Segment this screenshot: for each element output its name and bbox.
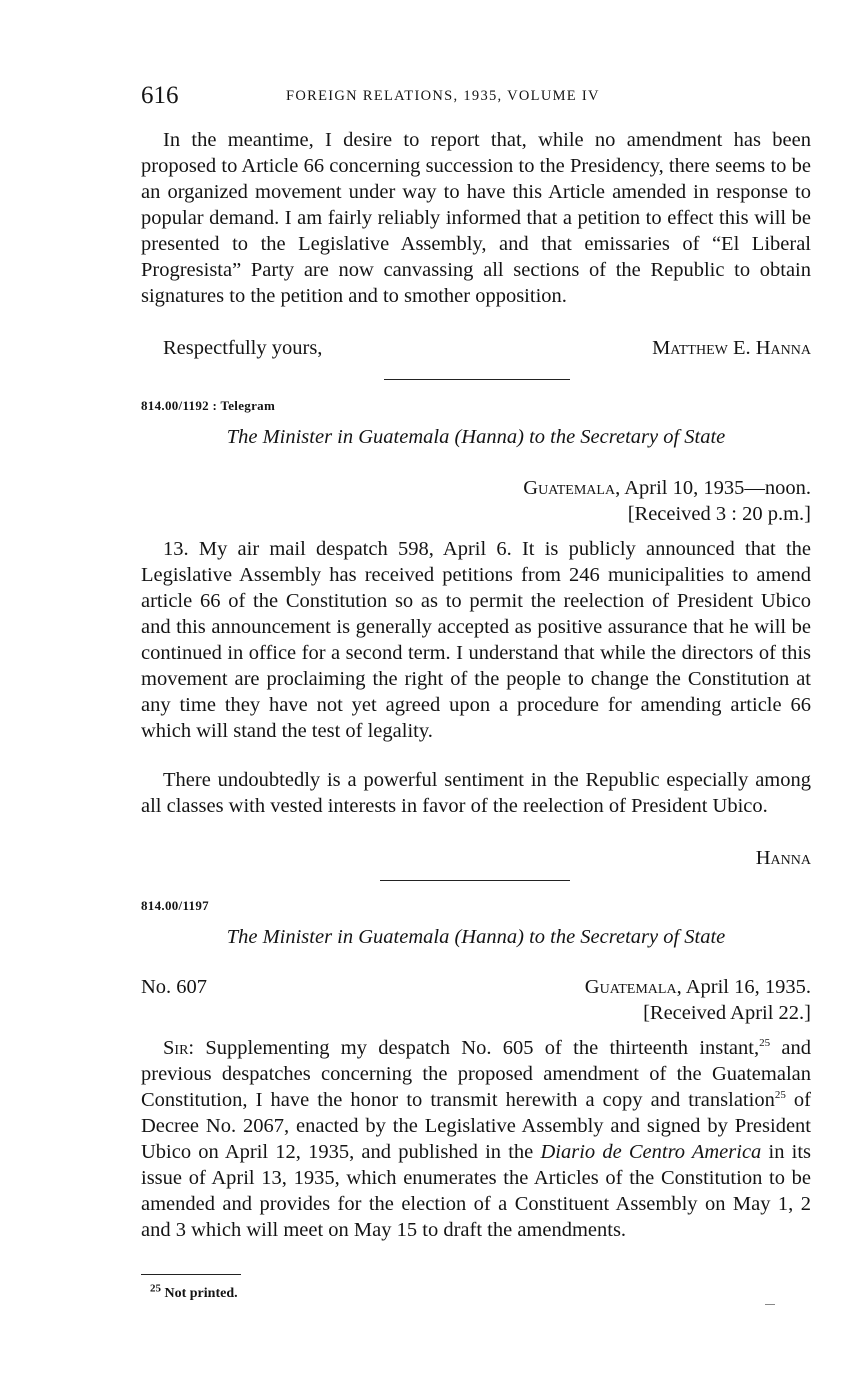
received-note: [Received 3 : 20 p.m.] [627,503,811,525]
paragraph-text: of Decree No. 2067, enacted by the Legislative Assembly and signed by President Ubico on April 12, 1935, and published in the [141,1089,811,1163]
footnote [150,1282,238,1302]
received-note: [Received April 22.] [643,1002,811,1024]
footnote-reference: 25 [759,1037,771,1050]
file-id-telegram: 814.00/1192 : Telegram [141,398,276,413]
salutation: Sir [163,1037,189,1059]
closing-signature: Matthew E. Hanna [652,337,811,359]
footnote-text: Not printed. [161,1286,238,1301]
dateline [585,974,811,1000]
dateline-date: , April 16, 1935. [676,976,811,998]
intro-paragraph: In the meantime, I desire to report that, while no amendment has been proposed to Article 66 concerning succession to the Presidency, there seems to be an organized movement under way to have this Article amended in response to popular demand. I am fairly reliably informed that a petition to effect this will be presented to the Legislative Assembly, and that emissaries of “El Liberal Progresista” Party are now canvassing all sections of the Republic to obtain signatures to the petition and to smother opposition. [141,129,811,307]
telegram-signature: Hanna [755,847,811,869]
running-title: FOREIGN RELATIONS, 1935, VOLUME IV [286,88,600,104]
dateline-place: Guatemala [523,477,616,499]
file-id-despatch: 814.00/1197 [141,898,209,913]
telegram-paragraph-1: 13. My air mail despatch 598, April 6. It is publicly announced that the Legislative Assembly has received petitions from 246 municipalities to amend article 66 of the Constitution so as to permit the reelection of President Ubico and this announcement is generally accepted as positive assurance that he will be continued in office for a second term. I understand that while the directors of this movement are proclaiming the right of the people to change the Constitution at any time they have not yet agreed upon a procedure for amending article 66 which will stand the test of legality. [141,538,811,742]
dateline-date: , April 10, 1935—noon. [615,477,811,499]
footnote-divider [141,1274,241,1275]
paragraph-text: in its issue of April 13, 1935, which enumerates the Articles of the Constitution to be amended and provides for the election of a Constituent Assembly on May 1, 2 and 3 which will meet on May 15 to draft the amendments. [141,1141,811,1241]
dateline [523,475,811,501]
newspaper-title: Diario de Centro America [540,1141,762,1163]
margin-mark [765,1304,775,1305]
document-heading: The Minister in Guatemala (Hanna) to the Secretary of State [226,426,726,448]
paragraph-text: : Supplementing my despatch No. 605 of the thirteenth instant, [188,1037,760,1059]
despatch-paragraph [141,1035,811,1243]
page-header [141,82,811,112]
dateline-place: Guatemala [584,976,677,998]
telegram-paragraph-2: There undoubtedly is a powerful sentiment in the Republic especially among all classes with vested interests in favor of the reelection of President Ubico. [141,769,811,817]
section-divider [380,880,570,881]
footnote-marker: 25 [150,1282,161,1295]
document-heading: The Minister in Guatemala (Hanna) to the Secretary of State [226,926,726,948]
page-number: 616 [141,82,179,109]
despatch-number: No. 607 [141,976,208,998]
footnote-reference: 25 [774,1089,786,1102]
closing-salutation: Respectfully yours, [163,337,323,359]
section-divider [384,379,570,380]
paragraph-text: and previous despatches concerning the proposed amendment of the Guatemalan Constitution, I have the honor to transmit herewith a copy and translation [141,1037,811,1111]
